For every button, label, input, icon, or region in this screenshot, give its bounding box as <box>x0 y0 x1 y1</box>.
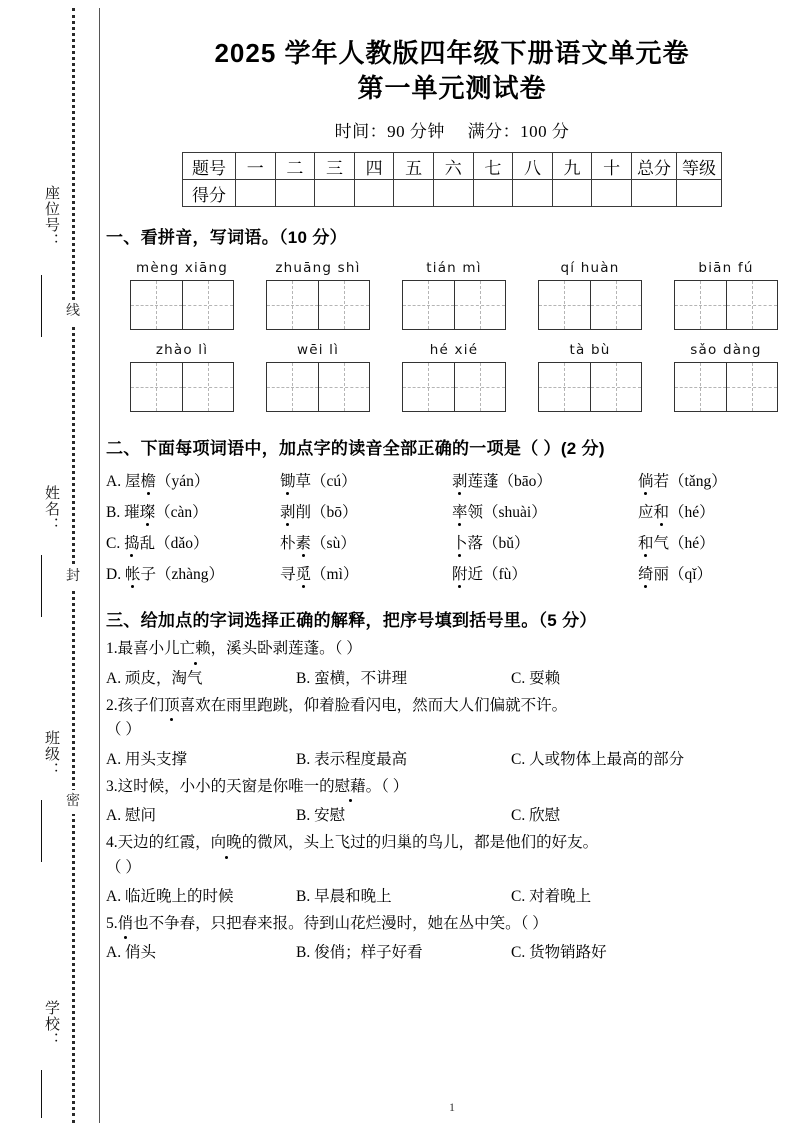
exam-meta <box>104 117 800 142</box>
score-cell-9[interactable] <box>552 180 592 207</box>
score-cell-5[interactable] <box>394 180 434 207</box>
tianzige-cell <box>675 363 726 411</box>
field-school <box>22 1000 62 1048</box>
exam-title-block <box>104 0 800 106</box>
dotted-char: 俏 <box>118 913 134 935</box>
stem-text: 。（ ） <box>365 777 409 795</box>
score-table-col-grade: 等级 <box>677 153 722 180</box>
score-cell-6[interactable] <box>433 180 473 207</box>
pinyin-item-4 <box>526 260 654 330</box>
option-b-label: B. <box>106 504 121 522</box>
section-3-title: 三、给加点的字词选择正确的解释，把序号填到括号里。（5 分） <box>106 611 597 631</box>
opt-text: 若（tǎng） <box>653 473 727 491</box>
opt-text: 屋 <box>124 473 141 491</box>
question-4-stem <box>104 832 800 854</box>
score-table-col-9: 九 <box>552 153 592 180</box>
pinyin-label-2: zhuāng shì <box>275 260 361 277</box>
dotted-char: 亡赖 <box>180 638 211 660</box>
dotted-char: 倘 <box>638 469 654 491</box>
dotted-char: 附 <box>452 562 468 584</box>
field-seat-number <box>22 185 62 249</box>
option-c-item-2 <box>280 531 452 553</box>
opt-text: 乱（dǎo） <box>139 535 209 553</box>
dotted-char: 捣 <box>124 531 140 553</box>
seal-solid-line <box>99 8 100 1123</box>
score-table-col-8: 八 <box>513 153 553 180</box>
tianzige-cell <box>182 363 233 411</box>
stem-text: 这时候，小小的天窗是你唯一的 <box>117 777 335 795</box>
tianzige-cell <box>454 281 505 329</box>
opt-text: （sù） <box>311 535 356 553</box>
question-4-choice-a[interactable]: A. 临近晚上的时候 <box>106 888 234 905</box>
question-5-choice-c[interactable]: C. 货物销路好 <box>511 944 607 962</box>
option-d-item-1 <box>104 562 280 584</box>
pinyin-label-5: biān fú <box>698 260 754 277</box>
score-table-col-1: 一 <box>236 153 276 180</box>
question-1-choices[interactable] <box>104 666 800 688</box>
dotted-char: 素 <box>296 531 312 553</box>
score-table <box>182 152 722 207</box>
question-5-number: 5. <box>106 915 118 932</box>
option-b-item-1 <box>104 500 280 522</box>
option-b-item-3 <box>452 500 638 522</box>
section-2-option-b[interactable] <box>104 500 800 522</box>
pinyin-label-7: wēi lì <box>296 342 340 359</box>
score-cell-7[interactable] <box>473 180 513 207</box>
pinyin-label-1: mèng xiāng <box>135 260 228 277</box>
dotted-char: 率 <box>452 500 468 522</box>
stem-text: 的微风，头上飞过的归巢的鸟儿，都是他们的好友。 <box>241 834 599 852</box>
opt-text: 近（fù） <box>467 566 527 584</box>
opt-text: （hé） <box>669 504 715 522</box>
field-class <box>22 730 62 778</box>
tianzige-cell <box>539 363 590 411</box>
question-2-choice-a[interactable]: A. 用头支撑 <box>106 750 187 768</box>
score-table-score-row <box>183 180 722 207</box>
question-3-choices[interactable] <box>104 803 800 825</box>
field-school-rule <box>41 1070 42 1118</box>
dotted-char: 觅 <box>296 562 312 584</box>
option-c-item-1 <box>104 531 280 553</box>
score-cell-1[interactable] <box>236 180 276 207</box>
section-2-option-c[interactable] <box>104 531 800 553</box>
field-class-label: 班级： <box>43 730 59 778</box>
question-1-choice-a[interactable]: A. 顽皮，淘气 <box>106 669 203 687</box>
stem-text: ，溪头卧剥莲蓬。（ ） <box>210 640 362 658</box>
writing-box-6[interactable] <box>130 362 234 412</box>
question-4-choice-c[interactable]: C. 对着晚上 <box>511 888 592 905</box>
question-1-stem <box>104 638 800 660</box>
score-cell-2[interactable] <box>275 180 315 207</box>
section-1-title: 一、看拼音，写词语。（10 分） <box>106 228 347 248</box>
question-2-number: 2. <box>106 696 118 714</box>
dotted-char: 檐 <box>140 469 156 491</box>
writing-box-7[interactable] <box>266 362 370 412</box>
option-b-item-2 <box>280 500 452 522</box>
opt-text: 草（cú） <box>295 473 357 491</box>
score-table-col-5: 五 <box>394 153 434 180</box>
field-student-name-rule <box>41 555 42 617</box>
exam-title-line-2: 第一单元测试卷 <box>357 73 547 104</box>
opt-text: 气（hé） <box>653 535 715 553</box>
question-4-choices[interactable] <box>104 884 800 906</box>
option-d-label: D. <box>106 566 122 584</box>
opt-text: 应 <box>638 504 654 522</box>
tianzige-cell <box>318 281 369 329</box>
field-school-label: 学校： <box>43 1000 59 1048</box>
pinyin-label-8: hé xié <box>429 342 479 359</box>
score-table-header-row <box>183 153 722 180</box>
option-b-item-4 <box>638 500 798 522</box>
seal-char-feng: 封 <box>62 565 84 589</box>
pinyin-item-6 <box>118 342 246 412</box>
score-cell-total[interactable] <box>632 180 677 207</box>
dotted-char: 卜 <box>452 531 468 553</box>
pinyin-item-7 <box>254 342 382 412</box>
opt-text: 落（bǔ） <box>467 535 530 553</box>
score-table-col-10: 十 <box>592 153 632 180</box>
dotted-char: 向晚 <box>211 832 242 854</box>
dotted-char: 剥 <box>452 469 468 491</box>
option-a-item-1 <box>104 469 280 491</box>
tianzige-cell <box>590 281 641 329</box>
opt-text: 丽（qǐ） <box>653 566 713 584</box>
writing-box-8[interactable] <box>402 362 506 412</box>
opt-text: 朴 <box>280 535 296 553</box>
tianzige-cell <box>454 363 505 411</box>
score-table-col-4: 四 <box>354 153 394 180</box>
tianzige-cell <box>675 281 726 329</box>
stem-text: 孩子们 <box>117 696 165 714</box>
tianzige-cell <box>318 363 369 411</box>
option-c-label: C. <box>106 535 121 553</box>
question-3-stem <box>104 776 800 798</box>
score-cell-grade[interactable] <box>677 180 722 207</box>
field-seat-number-rule <box>41 275 42 337</box>
dotted-char: 帐 <box>125 562 141 584</box>
stem-text: 最喜小儿 <box>117 640 180 658</box>
field-student-name <box>22 485 62 533</box>
score-table-col-3: 三 <box>315 153 355 180</box>
option-a-label: A. <box>106 473 122 491</box>
tianzige-cell <box>403 281 454 329</box>
writing-box-10[interactable] <box>674 362 778 412</box>
pinyin-item-8 <box>390 342 518 412</box>
option-a-item-3 <box>452 469 638 491</box>
question-2-stem <box>104 695 800 717</box>
dotted-char: 和 <box>654 500 670 522</box>
opt-text: 莲蓬（bāo） <box>467 473 552 491</box>
dotted-char: 璨 <box>140 500 156 522</box>
pinyin-item-10 <box>662 342 790 412</box>
section-2-title: 二、下面每项词语中，加点字的读音全部正确的一项是（ ）(2 分) <box>106 439 605 459</box>
section-2-option-d[interactable] <box>104 562 800 584</box>
score-table-col-2: 二 <box>275 153 315 180</box>
option-a-item-4 <box>638 469 798 491</box>
score-table-row-label-score: 得分 <box>183 180 236 207</box>
pinyin-item-1 <box>118 260 246 330</box>
seal-char-xian: 线 <box>62 300 84 324</box>
field-student-name-label: 姓名： <box>43 485 59 533</box>
question-3-choice-b[interactable]: B. 安慰 <box>296 807 346 825</box>
exam-time-label: 时间：90 分钟 <box>334 122 445 142</box>
question-2-choice-c[interactable]: C. 人或物体上最高的部分 <box>511 750 685 768</box>
dotted-char: 和 <box>638 531 654 553</box>
tianzige-cell <box>403 363 454 411</box>
writing-box-3[interactable] <box>402 280 506 330</box>
question-5-choice-b[interactable]: B. 俊俏；样子好看 <box>296 944 423 962</box>
seal-char-mi: 密 <box>62 790 84 814</box>
score-table-col-7: 七 <box>473 153 513 180</box>
stem-text: 也不争春，只把春来报。待到山花烂漫时，她在丛中笑。（ ） <box>133 915 548 932</box>
question-1-number: 1. <box>106 640 118 658</box>
exam-total-label: 满分：100 分 <box>467 122 570 142</box>
section-2-option-a[interactable] <box>104 469 800 491</box>
pinyin-item-3 <box>390 260 518 330</box>
opt-text: 璀 <box>124 504 140 522</box>
question-3-choice-a[interactable]: A. 慰问 <box>106 807 156 825</box>
pinyin-row-1 <box>104 260 800 330</box>
pinyin-label-9: tà bù <box>569 342 611 359</box>
opt-text: （càn） <box>155 504 208 522</box>
stem-text: 天边的红霞， <box>117 834 211 852</box>
tianzige-cell <box>590 363 641 411</box>
score-cell-4[interactable] <box>354 180 394 207</box>
writing-box-4[interactable] <box>538 280 642 330</box>
question-4-answer-blank[interactable]: （ ） <box>106 858 141 876</box>
tianzige-cell <box>131 363 182 411</box>
tianzige-cell <box>267 281 318 329</box>
pinyin-item-5 <box>662 260 790 330</box>
stem-text: 喜欢在雨里跑跳，仰着脸看闪电，然而大人们偏就不许。 <box>179 696 568 714</box>
score-table-wrap <box>182 152 722 207</box>
opt-text: 寻 <box>280 566 296 584</box>
writing-box-5[interactable] <box>674 280 778 330</box>
tianzige-cell <box>267 363 318 411</box>
pinyin-label-6: zhào lì <box>155 342 209 359</box>
score-table-col-6: 六 <box>433 153 473 180</box>
opt-text: 子（zhàng） <box>140 566 224 584</box>
score-table-row-label-question: 题号 <box>183 153 236 180</box>
opt-text: （yán） <box>155 473 210 491</box>
option-c-item-3 <box>452 531 638 553</box>
tianzige-cell <box>726 281 777 329</box>
option-c-item-4 <box>638 531 798 553</box>
question-1-choice-b[interactable]: B. 蛮横，不讲理 <box>296 669 408 687</box>
option-d-item-4 <box>638 562 798 584</box>
tianzige-cell <box>131 281 182 329</box>
dotted-char: 慰藉 <box>335 776 366 798</box>
writing-box-9[interactable] <box>538 362 642 412</box>
exam-title-line-1: 2025 学年人教版四年级下册语文单元卷 <box>214 38 690 68</box>
writing-box-2[interactable] <box>266 280 370 330</box>
dotted-char: 剥 <box>280 500 296 522</box>
exam-page-body <box>104 0 800 1131</box>
writing-box-1[interactable] <box>130 280 234 330</box>
question-5-choice-a[interactable]: A. 俏头 <box>106 944 156 962</box>
opt-text: （mì） <box>311 566 359 584</box>
score-cell-10[interactable] <box>592 180 632 207</box>
binding-sidebar <box>0 0 104 1131</box>
question-3-number: 3. <box>106 777 118 795</box>
pinyin-label-4: qí huàn <box>560 260 620 277</box>
dotted-char: 绮 <box>638 562 654 584</box>
question-5-choices[interactable] <box>104 940 800 962</box>
score-cell-8[interactable] <box>513 180 553 207</box>
field-class-rule <box>41 800 42 862</box>
pinyin-label-10: sǎo dàng <box>690 342 762 359</box>
score-table-col-total: 总分 <box>632 153 677 180</box>
pinyin-label-3: tián mì <box>426 260 482 277</box>
score-cell-3[interactable] <box>315 180 355 207</box>
question-2-answer-blank[interactable]: （ ） <box>106 721 141 739</box>
option-d-item-2 <box>280 562 452 584</box>
question-3-choice-c[interactable]: C. 欣慰 <box>511 807 561 825</box>
dotted-char: 顶 <box>164 695 180 717</box>
pinyin-row-2 <box>104 342 800 412</box>
pinyin-item-9 <box>526 342 654 412</box>
tianzige-cell <box>182 281 233 329</box>
opt-text: 领（shuài） <box>467 504 547 522</box>
question-5-stem <box>104 913 800 935</box>
page-number: 1 <box>449 1100 455 1114</box>
dotted-char: 锄 <box>280 469 296 491</box>
option-a-item-2 <box>280 469 452 491</box>
pinyin-item-2 <box>254 260 382 330</box>
question-2-choices[interactable] <box>104 747 800 769</box>
question-4-number: 4. <box>106 834 118 852</box>
opt-text: 削（bō） <box>295 504 358 522</box>
question-2-choice-b[interactable]: B. 表示程度最高 <box>296 750 408 768</box>
field-seat-number-label: 座位号： <box>43 185 59 249</box>
tianzige-cell <box>539 281 590 329</box>
option-d-item-3 <box>452 562 638 584</box>
tianzige-cell <box>726 363 777 411</box>
question-4-choice-b[interactable]: B. 早晨和晚上 <box>296 888 392 905</box>
question-1-choice-c[interactable]: C. 耍赖 <box>511 669 561 687</box>
